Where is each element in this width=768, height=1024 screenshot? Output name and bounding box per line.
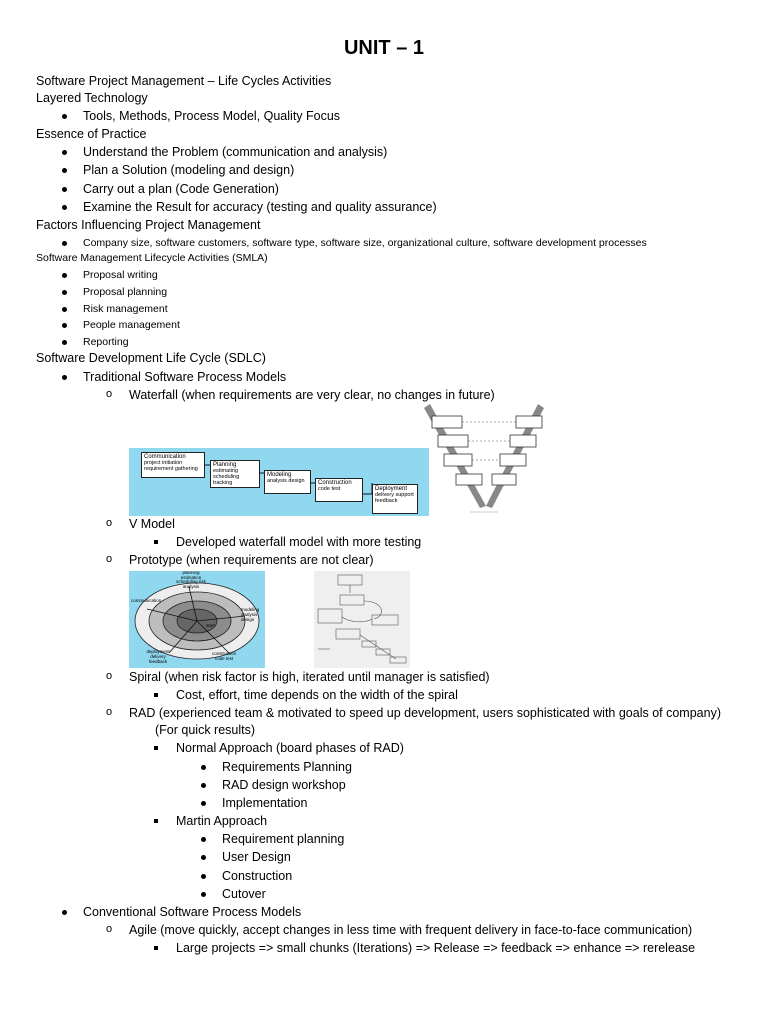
list-item: Risk management xyxy=(83,303,168,315)
v-model-diagram xyxy=(420,402,550,520)
stage-detail: project initiation requirement gathering xyxy=(144,460,198,472)
spiral-detail: code test xyxy=(214,656,234,661)
stage-modeling xyxy=(264,470,311,494)
bullet xyxy=(201,874,206,879)
bullet xyxy=(201,837,206,842)
stage-detail: estimating scheduling tracking xyxy=(213,468,240,486)
square-bullet xyxy=(154,946,158,950)
heading-sdlc: Software Development Life Cycle (SDLC) xyxy=(36,351,266,365)
stage-label: Planning xyxy=(213,462,237,468)
stage-construction xyxy=(315,478,363,502)
spiral-label: modeling xyxy=(241,607,260,612)
prototype-sketch-figure xyxy=(314,571,410,668)
square-bullet xyxy=(154,693,158,697)
list-item: Reporting xyxy=(83,336,129,348)
list-item: Traditional Software Process Models xyxy=(83,370,287,384)
list-item: Cutover xyxy=(222,887,266,901)
bullet xyxy=(62,323,67,328)
bullet xyxy=(62,241,67,246)
model-agile: Agile (move quickly, accept changes in less time with frequent delivery in face-to-face communication) xyxy=(129,923,693,937)
bullet xyxy=(62,168,67,173)
circle-bullet: o xyxy=(106,923,113,935)
bullet xyxy=(201,892,206,897)
rad-note: (For quick results) xyxy=(155,723,256,737)
heading-factors: Factors Influencing Project Management xyxy=(36,218,261,232)
list-item: Tools, Methods, Process Model, Quality Focus xyxy=(83,109,341,123)
model-rad: RAD (experienced team & motivated to speed up development, users sophisticated with goals of company) xyxy=(129,706,721,720)
bullet xyxy=(62,340,67,345)
bullet xyxy=(62,273,67,278)
stage-planning xyxy=(210,460,260,488)
bullet xyxy=(201,783,206,788)
stage-label: Construction xyxy=(318,480,352,486)
spiral-detail: estimation scheduling risk analysis xyxy=(176,574,206,589)
v-model-figure xyxy=(420,402,550,520)
stage-label: Communication xyxy=(144,454,186,460)
bullet xyxy=(62,205,67,210)
heading-smla: Software Management Lifecycle Activities (SMLA) xyxy=(36,252,268,264)
square-bullet xyxy=(154,540,158,544)
rad-martin-approach: Martin Approach xyxy=(176,814,268,828)
rad-normal-approach: Normal Approach (board phases of RAD) xyxy=(176,741,404,755)
spiral-construction xyxy=(207,651,241,661)
list-item: Plan a Solution (modeling and design) xyxy=(83,163,295,177)
list-item: Carry out a plan (Code Generation) xyxy=(83,182,279,196)
stage-deployment xyxy=(372,484,418,514)
bullet xyxy=(201,855,206,860)
heading-layered-technology: Layered Technology xyxy=(36,91,148,105)
list-item: Construction xyxy=(222,869,293,883)
list-item: User Design xyxy=(222,850,291,864)
square-bullet xyxy=(154,746,158,750)
bullet xyxy=(62,290,67,295)
spiral-detail: delivery feedback xyxy=(148,654,168,664)
spiral-start: start xyxy=(206,623,215,628)
list-item: Proposal planning xyxy=(83,286,168,298)
spiral-label: deployment xyxy=(146,649,170,654)
model-v: V Model xyxy=(129,517,175,531)
square-bullet xyxy=(154,819,158,823)
spiral-communication: communication xyxy=(131,598,162,603)
spiral-planning xyxy=(173,571,209,589)
list-item: Large projects => small chunks (Iterations) => Release => feedback => enhance => rerelease xyxy=(176,941,696,955)
spiral-deployment xyxy=(143,649,173,664)
list-item: Understand the Problem (communication and analysis) xyxy=(83,145,388,159)
list-item: Conventional Software Process Models xyxy=(83,905,302,919)
waterfall-figure xyxy=(129,448,429,516)
spiral-figure xyxy=(129,571,265,668)
circle-bullet: o xyxy=(106,553,113,565)
model-prototype: Prototype (when requirements are not clear) xyxy=(129,553,374,567)
bullet xyxy=(62,910,67,915)
list-item: Developed waterfall model with more testing xyxy=(176,535,422,549)
prototype-sketch xyxy=(314,571,410,668)
stage-label: Modeling xyxy=(267,472,292,478)
stage-detail: code test xyxy=(318,486,341,492)
heading-spm: Software Project Management – Life Cycles Activities xyxy=(36,74,332,88)
list-item: Company size, software customers, software type, software size, organizational culture, software development processes xyxy=(83,237,647,249)
bullet xyxy=(201,801,206,806)
list-item: People management xyxy=(83,319,180,331)
bullet xyxy=(62,187,67,192)
bullet xyxy=(62,307,67,312)
page-title: UNIT – 1 xyxy=(343,37,425,59)
heading-essence-of-practice: Essence of Practice xyxy=(36,127,147,141)
list-item: Implementation xyxy=(222,796,308,810)
spiral-label: construction xyxy=(211,651,237,656)
bullet xyxy=(62,114,67,119)
model-waterfall: Waterfall (when requirements are very clear, no changes in future) xyxy=(129,388,495,402)
list-item: Cost, effort, time depends on the width of the spiral xyxy=(176,688,458,702)
stage-detail: delivery support feedback xyxy=(375,492,414,504)
bullet xyxy=(62,375,67,380)
model-spiral: Spiral (when risk factor is high, iterated until manager is satisfied) xyxy=(129,670,490,684)
spiral-label: planning xyxy=(182,571,200,575)
circle-bullet: o xyxy=(106,670,113,682)
stage-label: Deployment xyxy=(375,486,408,492)
bullet xyxy=(62,150,67,155)
list-item: RAD design workshop xyxy=(222,778,346,792)
bullet xyxy=(201,765,206,770)
spiral-modeling xyxy=(241,607,265,622)
stage-detail: analysis design xyxy=(267,478,305,484)
list-item: Proposal writing xyxy=(83,269,158,281)
stage-communication xyxy=(141,452,205,478)
circle-bullet: o xyxy=(106,388,113,400)
spiral-detail: analysis design xyxy=(241,612,258,622)
circle-bullet: o xyxy=(106,706,113,718)
list-item: Requirements Planning xyxy=(222,760,352,774)
list-item: Examine the Result for accuracy (testing and quality assurance) xyxy=(83,200,437,214)
list-item: Requirement planning xyxy=(222,832,345,846)
circle-bullet: o xyxy=(106,517,113,529)
